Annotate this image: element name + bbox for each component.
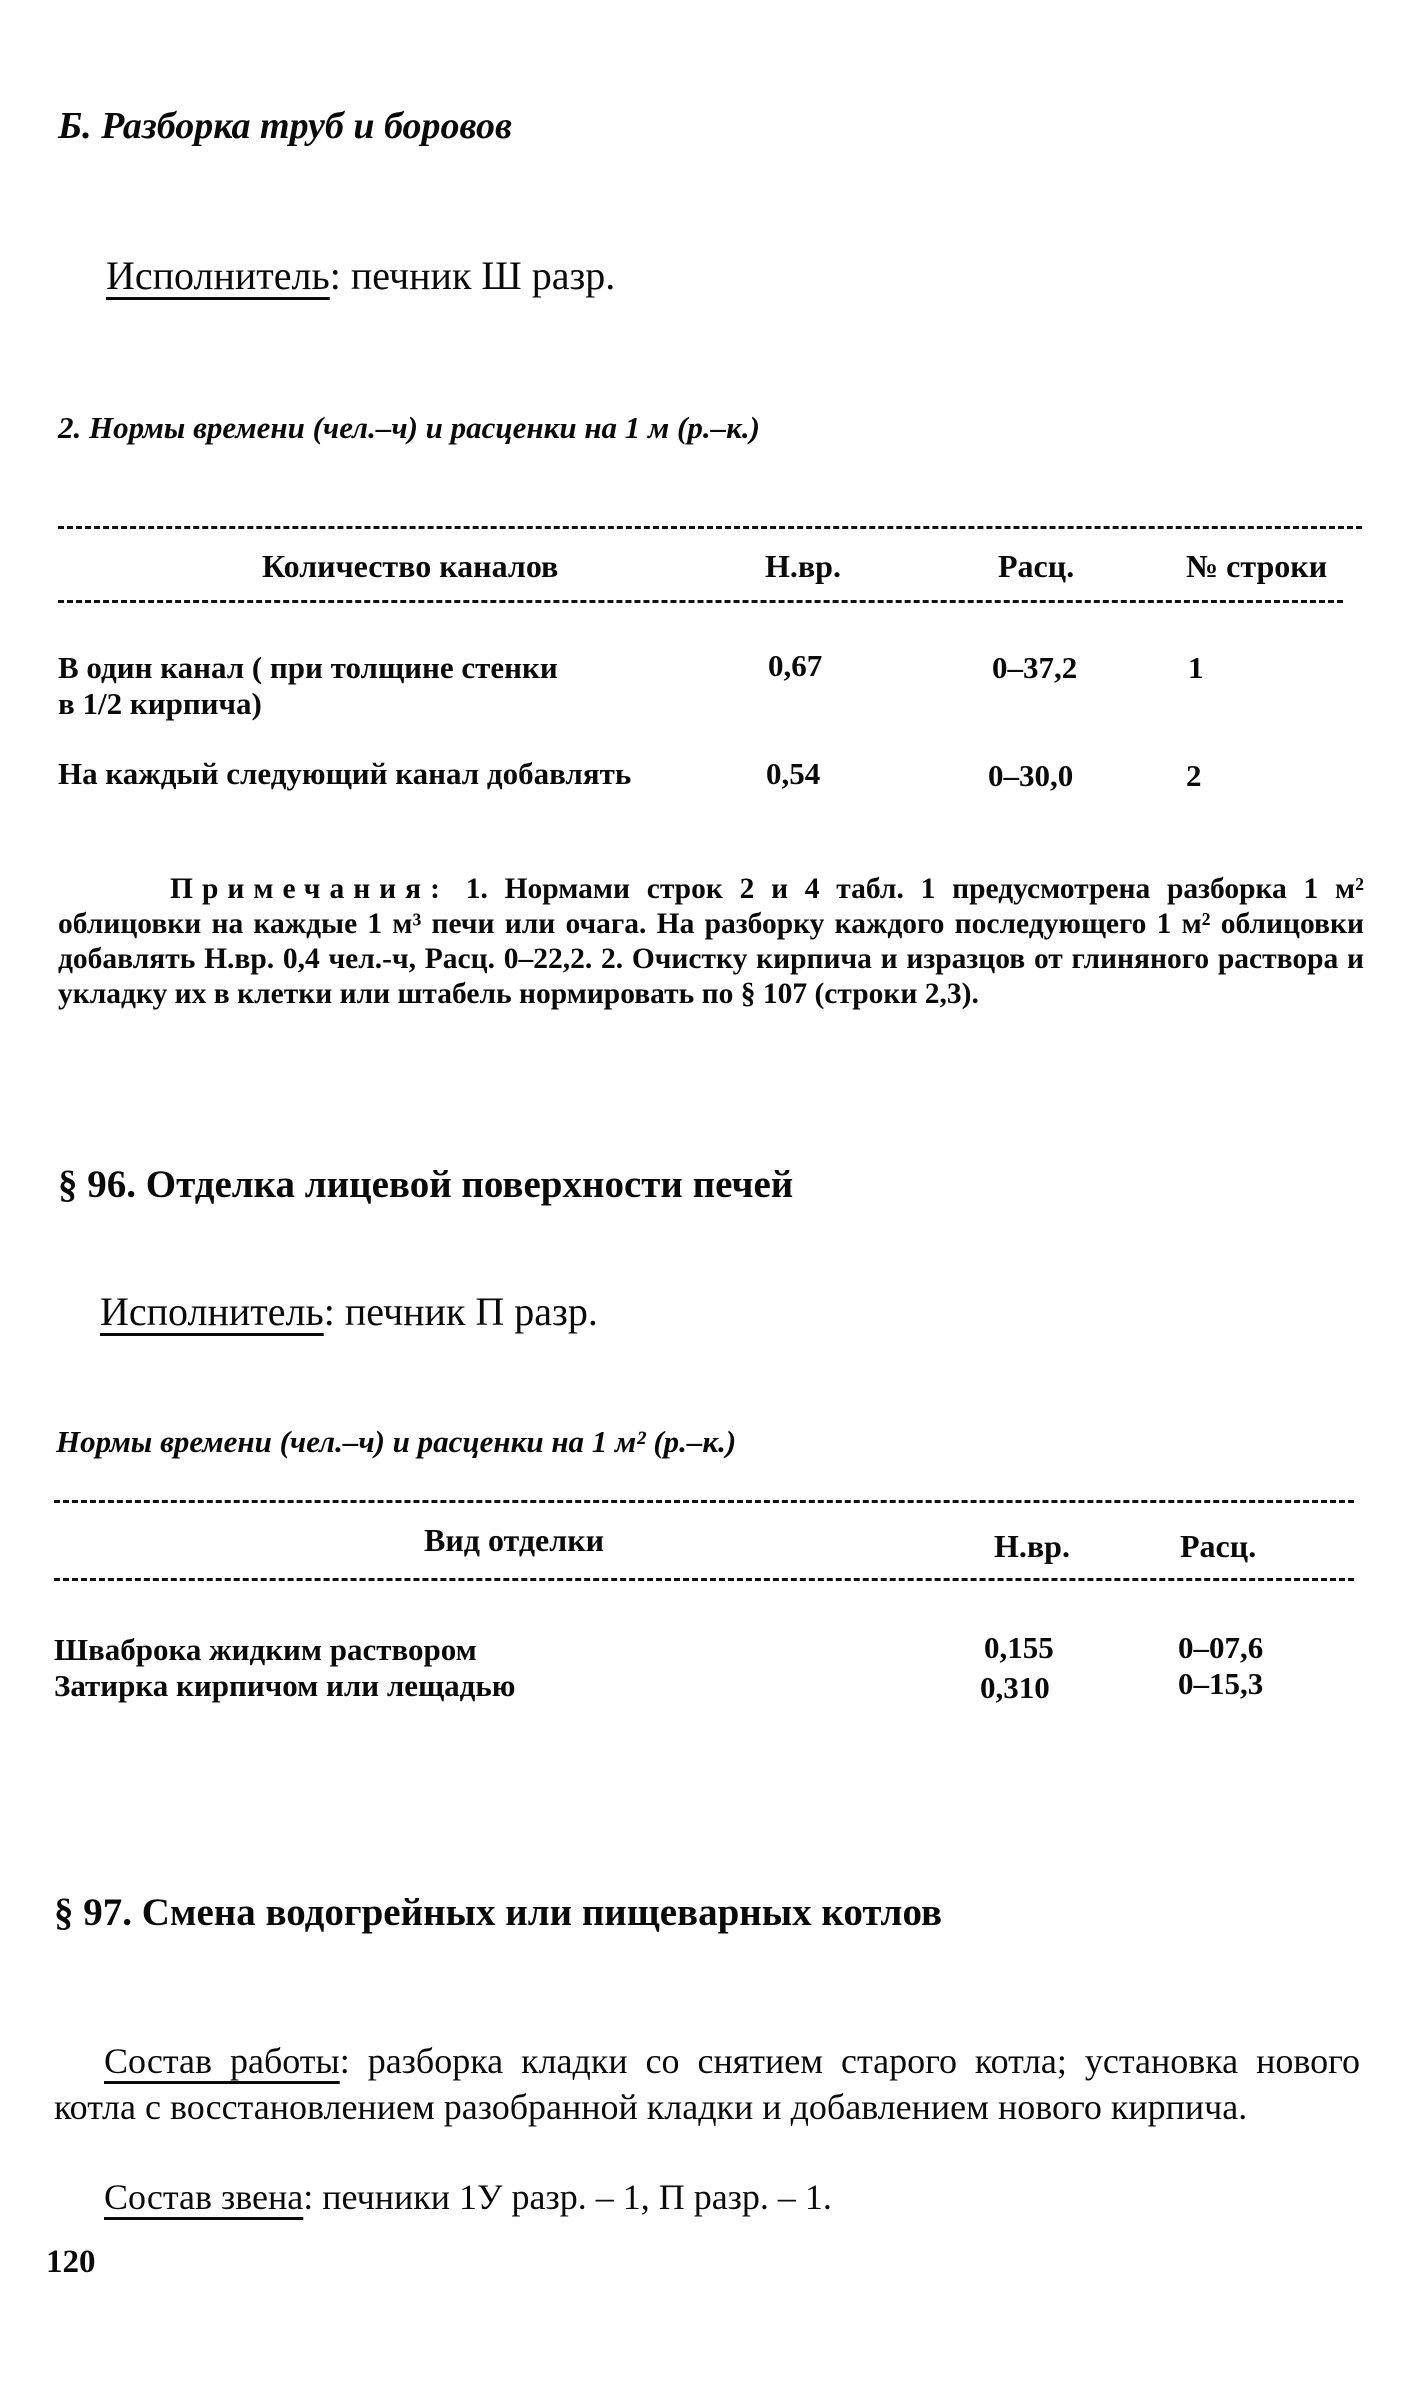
table-rule-top	[58, 526, 1362, 529]
row-rate: 0–15,3	[1178, 1666, 1264, 1701]
page-number: 120	[46, 2244, 96, 2280]
header-channels: Количество каналов	[262, 548, 559, 584]
row-rate: 0–30,0	[988, 758, 1074, 793]
row-rate: 0–37,2	[992, 650, 1078, 685]
performer-label: Исполнитель	[106, 253, 330, 298]
section-b-table-caption: 2. Нормы времени (чел.–ч) и расценки на 1 м (р.–к.)	[58, 410, 760, 445]
row-norm: 0,310	[980, 1670, 1050, 1705]
section-b-note	[58, 872, 1364, 1012]
row-norm: 0,54	[766, 756, 821, 791]
section-97-crew	[104, 2174, 1354, 2220]
section-97-work	[54, 2038, 1360, 2130]
header-row-number: № строки	[1186, 548, 1328, 584]
header-norm: Н.вр.	[994, 1528, 1070, 1564]
section-96-table-caption: Нормы времени (чел.–ч) и расценки на 1 м² (р.–к.)	[56, 1424, 737, 1459]
table-rule-header	[54, 1578, 1354, 1581]
header-rate: Расц.	[1180, 1528, 1257, 1564]
header-norm: Н.вр.	[765, 548, 841, 584]
row-norm: 0,67	[768, 648, 823, 683]
section-b-performer	[106, 252, 615, 299]
performer-value: : печник Ш разр.	[329, 253, 616, 298]
table-row: Шваброка жидким раствором	[54, 1632, 477, 1667]
row-norm: 0,155	[984, 1630, 1054, 1665]
crew-text: : печники 1У разр. – 1, П разр. – 1.	[303, 2177, 832, 2217]
table-rule-top	[54, 1500, 1354, 1503]
table-row	[58, 756, 631, 792]
section-b-title: Б. Разборка труб и боровов	[58, 105, 512, 147]
row-number: 1	[1188, 650, 1204, 685]
section-96-performer	[100, 1288, 598, 1335]
row-rate: 0–07,6	[1178, 1630, 1264, 1665]
performer-value: : печник П разр.	[323, 1289, 598, 1334]
table-rule-header	[58, 600, 1343, 603]
work-label: Состав работы	[104, 2041, 340, 2081]
row-name-line2: в 1/2 кирпича)	[58, 686, 262, 721]
performer-label: Исполнитель	[100, 1289, 324, 1334]
table-row: Затирка кирпичом или лещадью	[54, 1668, 516, 1703]
section-96-title: § 96. Отделка лицевой поверхности печей	[58, 1163, 794, 1206]
row-name-line1: На каждый следующий канал добавлять	[58, 756, 632, 791]
note-text: 1. Нормами строк 2 и 4 табл. 1 предусмотрена разборка 1 м² облицовки на каждые 1 м³ печи или очага. На разборку каждого последующего 1 м² облицовки добавлять Н.вр. 0,4 чел.-ч, Расц. 0–22,2. 2. Очистку кирпича и изразцов от глиняного раствора и укладку их в клетки или штабель нормировать по § 107 (строки 2,3).	[58, 873, 1364, 1010]
header-rate: Расц.	[998, 548, 1075, 584]
note-label: Примечания:	[170, 873, 449, 905]
crew-label: Состав звена	[104, 2177, 304, 2217]
header-finish-type: Вид отделки	[424, 1522, 605, 1558]
work-text: : разборка кладки со снятием старого котла; установка нового котла с восстановлением разобранной кладки и добавлением нового кирпича.	[54, 2041, 1361, 2127]
section-97-title: § 97. Смена водогрейных или пищеварных котлов	[54, 1891, 943, 1934]
row-number: 2	[1186, 758, 1202, 793]
table-row	[58, 650, 558, 722]
row-name-line1: В один канал ( при толщине стенки	[58, 650, 558, 685]
